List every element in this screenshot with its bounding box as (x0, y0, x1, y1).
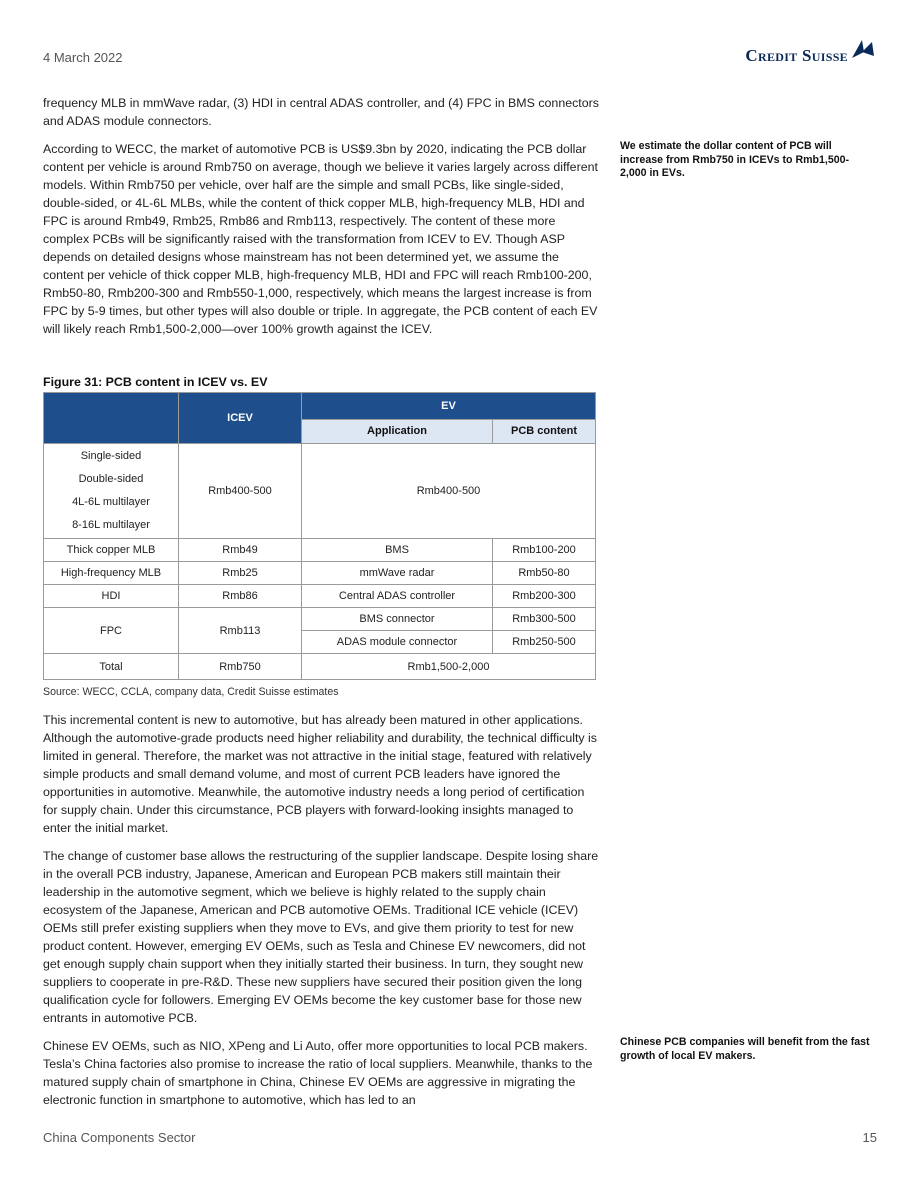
simple-icev-value: Rmb400-500 (179, 444, 302, 539)
table-row (44, 608, 596, 631)
figure-title: Figure 31: PCB content in ICEV vs. EV (43, 375, 268, 389)
row-type: HDI (44, 585, 179, 608)
total-ev: Rmb1,500-2,000 (302, 654, 596, 680)
table-row (44, 562, 596, 585)
header-type-blank (44, 393, 179, 444)
fpc-ev-2: Rmb250-500 (493, 631, 596, 654)
figure-source: Source: WECC, CCLA, company data, Credit Suisse estimates (43, 686, 339, 698)
type-single-sided: Single-sided (80, 450, 142, 462)
fpc-type: FPC (44, 608, 179, 654)
fpc-application-2: ADAS module connector (302, 631, 493, 654)
table-row (44, 539, 596, 562)
table-row (44, 585, 596, 608)
row-application: Central ADAS controller (302, 585, 493, 608)
row-ev: Rmb100-200 (493, 539, 596, 562)
row-ev: Rmb50-80 (493, 562, 596, 585)
row-icev: Rmb49 (179, 539, 302, 562)
footer-section: China Components Sector (43, 1130, 196, 1145)
main-column-lower (43, 711, 599, 1119)
paragraph-4: The change of customer base allows the restructuring of the supplier landscape. Despite losing share in the overall PCB industry, Japanese, American and European PCB makers still maintain their leadership in the automotive segment, which we believe is highly related to the supply chain ecosystem of the Japanese, American and PCB automotive OEMs. Traditional ICE vehicle (ICEV) OEMs still prefer existing suppliers when they move to EVs, and give them priority to test for new product content. However, emerging EV OEMs, such as Tesla and Chinese EV newcomers, did not get enough supply chain support when they initially started their business. In turn, they sought new suppliers to cooperate in pre-R&D. These new suppliers have secured their position given the long qualification cycle for followers. Emerging EV OEMs become the key customer base for those new entrants in automotive PCB. (43, 849, 599, 1025)
paragraph-1: frequency MLB in mmWave radar, (3) HDI in central ADAS controller, and (4) FPC in BMS connectors and ADAS module connectors. (43, 96, 599, 128)
fpc-application-1: BMS connector (302, 608, 493, 631)
row-application: mmWave radar (302, 562, 493, 585)
sidebar-note-1: We estimate the dollar content of PCB will increase from Rmb750 in ICEVs to Rmb1,500-2,000 in EVs. (620, 140, 850, 179)
paragraph-3: This incremental content is new to automotive, but has already been matured in other applications. Although the automotive-grade products need higher reliability and durability, the technical difficulty is limited in general. Therefore, the market was not attractive in the initial stage, featured with relatively simple products and small demand volume, and most of current PCB leaders have ignored the opportunities in automotive. Meanwhile, the automotive industry needs a long period of certification for supply chain. Under this circumstance, PCB players with forward-looking insights managed to enter the initial market. (43, 713, 598, 835)
header-application: Application (302, 419, 493, 443)
sidebar-note-2: Chinese PCB companies will benefit from the fast growth of local EV makers. (620, 1036, 870, 1062)
row-type: Thick copper MLB (44, 539, 179, 562)
type-8-16l: 8-16L multilayer (72, 519, 150, 531)
pcb-content-table (43, 392, 596, 680)
type-double-sided: Double-sided (78, 473, 144, 485)
paragraph-2: According to WECC, the market of automotive PCB is US$9.3bn by 2020, indicating the PCB dollar content per vehicle is around Rmb750 on average, though we believe it varies largely across different models. Within Rmb750 per vehicle, over half are the simple and small PCBs, like single-sided, double-sided, or 4L-6L MLBs, while the content of thick copper MLB, high-frequency MLB, HDI and FPC is around Rmb49, Rmb25, Rmb86 and Rmb113, respectively. The content of these more complex PCBs will be significantly raised with the transformation from ICEV to EV. Though ASP depends on detailed designs whose mainstream has not been determined yet, we assume the content per vehicle of thick copper MLB, high-frequency MLB, HDI and FPC will reach Rmb100-200, Rmb50-80, Rmb200-300 and Rmb550-1,000, respectively, which means the largest increase is from FPC by 5-9 times, but other types will also double or triple. In aggregate, the PCB content of each EV will likely reach Rmb1,500-2,000—over 100% growth against the ICEV. (43, 142, 598, 336)
fpc-icev: Rmb113 (179, 608, 302, 654)
report-date: 4 March 2022 (43, 50, 123, 65)
sails-icon (850, 38, 876, 60)
row-icev: Rmb86 (179, 585, 302, 608)
simple-pcb-types (44, 444, 179, 539)
simple-ev-value: Rmb400-500 (302, 444, 596, 539)
row-icev: Rmb25 (179, 562, 302, 585)
type-4l-6l: 4L-6L multilayer (72, 496, 150, 508)
total-row (44, 654, 596, 680)
main-column (43, 94, 599, 348)
header-ev: EV (302, 393, 596, 420)
row-type: High-frequency MLB (44, 562, 179, 585)
header-pcb-content: PCB content (493, 419, 596, 443)
fpc-ev-1: Rmb300-500 (493, 608, 596, 631)
row-application: BMS (302, 539, 493, 562)
total-label: Total (44, 654, 179, 680)
credit-suisse-logo (745, 36, 876, 66)
page-number: 15 (862, 1130, 877, 1145)
row-ev: Rmb200-300 (493, 585, 596, 608)
total-icev: Rmb750 (179, 654, 302, 680)
paragraph-5: Chinese EV OEMs, such as NIO, XPeng and Li Auto, offer more opportunities to local PCB makers. Tesla’s China factories also promise to increase the ratio of local suppliers. Meanwhile, thanks to the matured supply chain of smartphone in China, Chinese EV OEMs are aggressive in migrating the electronic function in smartphone to automotive, which has led to an (43, 1039, 593, 1107)
header-icev: ICEV (179, 393, 302, 444)
logo-text: Credit Suisse (745, 46, 848, 65)
